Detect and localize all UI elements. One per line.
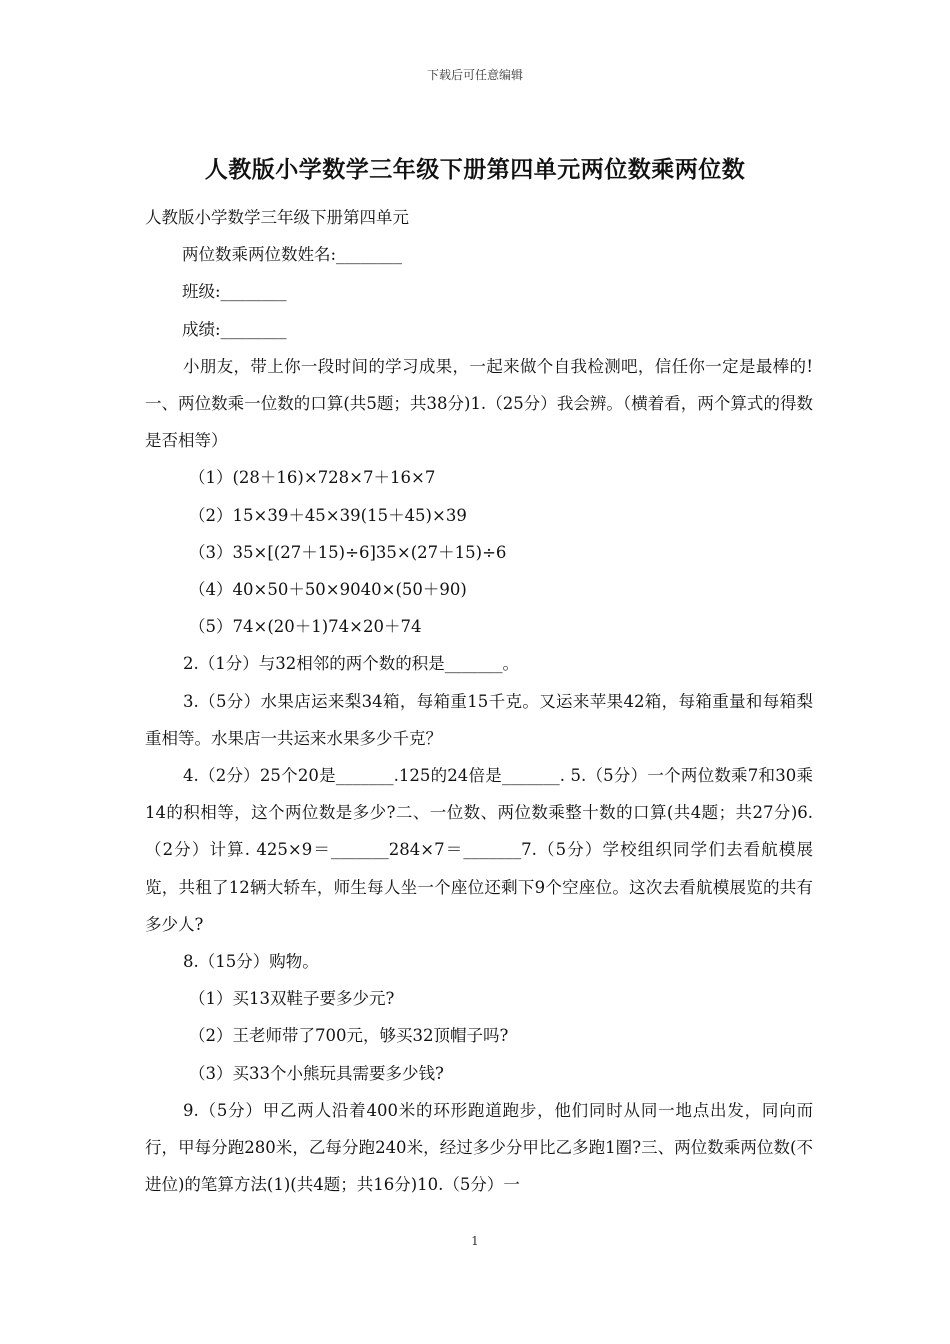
class-field-line: 班级:________ <box>182 282 287 302</box>
question-item: （5）74×(20＋1)74×20＋74 <box>189 617 422 637</box>
question-paragraph: 8.（15分）购物。 <box>183 952 319 972</box>
question-item: （3）35×[(27＋15)÷6]35×(27＋15)÷6 <box>189 542 507 562</box>
question-item: （3）买33个小熊玩具需要多少钱? <box>189 1063 444 1083</box>
intro-paragraph: 小朋友，带上你一段时间的学习成果，一起来做个自我检测吧，信任你一定是最棒的!一、两位数乘一位数的口算(共5题；共38分)1.（25分）我会辨。（横着看，两个算式的得数是否相等） <box>145 356 813 451</box>
question-paragraph: 4.（2分）25个20是_______.125的24倍是_______. 5.（5分）一个两位数乘7和30乘14的积相等，这个两位数是多少?二、一位数、两位数乘整十数的口算(共4题；共27分)6.（2分）计算. 425×9＝_______284×7＝_______7.（5分）学校组织同学们去看航模展览，共租了12辆大轿车，师生每人坐一个座位还剩下9个空座位。这次去看航模展览的共有多少人? <box>145 766 813 934</box>
question-item: （1）(28＋16)×728×7＋16×7 <box>189 468 436 488</box>
subtitle-line: 人教版小学数学三年级下册第四单元 <box>145 208 409 227</box>
name-field-line: 两位数乘两位数姓名:________ <box>182 245 403 265</box>
score-field-line: 成绩:________ <box>182 319 287 339</box>
header-note: 下载后可任意编辑 <box>426 68 523 82</box>
page-number: 1 <box>471 1234 479 1248</box>
document-title: 人教版小学数学三年级下册第四单元两位数乘两位数 <box>204 157 746 183</box>
question-paragraph: 3.（5分）水果店运来梨34箱，每箱重15千克。又运来苹果42箱，每箱重量和每箱梨重相等。水果店一共运来水果多少千克？ <box>145 691 813 748</box>
question-item: （2）王老师带了700元，够买32顶帽子吗? <box>189 1026 509 1046</box>
document-body <box>145 199 813 1203</box>
question-paragraph: 9.（5分）甲乙两人沿着400米的环形跑道跑步，他们同时从同一地点出发，同向而行，甲每分跑280米，乙每分跑240米，经过多少分甲比乙多跑1圈?三、两位数乘两位数(不进位)的笔算方法(1)(共4题；共16分)10.（5分）一 <box>145 1100 813 1195</box>
question-item: （1）买13双鞋子要多少元? <box>189 989 395 1009</box>
question-item: （2）15×39＋45×39(15＋45)×39 <box>189 505 467 525</box>
question-paragraph: 2.（1分）与32相邻的两个数的积是_______。 <box>183 654 519 674</box>
question-item: （4）40×50＋50×9040×(50＋90) <box>189 580 467 600</box>
